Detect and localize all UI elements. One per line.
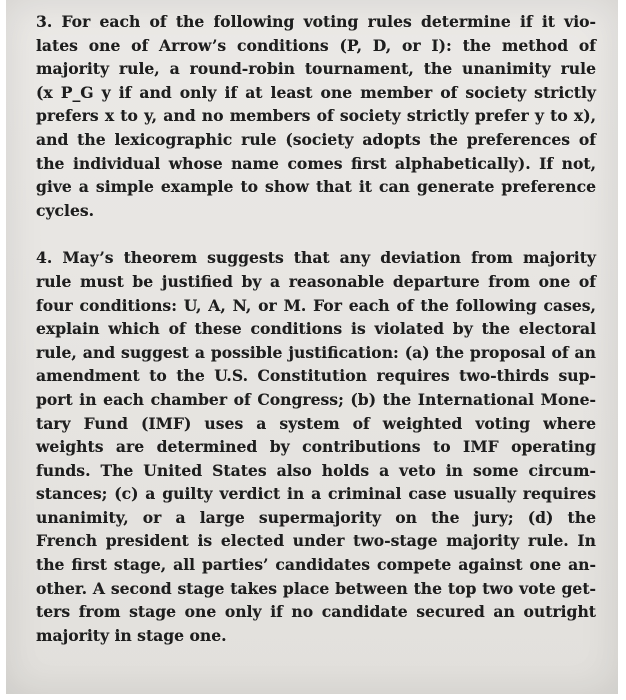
problem-4-line: ters from stage one only if no candidate secured an outright [36,602,596,622]
problem-3-line: lates one of Arrow’s conditions (P, D, or I): the method of [36,35,596,55]
problem-4-line: unanimity, or a large supermajority on the jury; (d) the [36,507,596,527]
problem-4-line: weights are determined by contributions to IMF operating [36,437,596,457]
problem-4-line: stances; (c) a guilty verdict in a criminal case usually requires [36,484,596,504]
problem-4-line: amendment to the U.S. Constitution requires two-thirds sup- [36,366,596,386]
problem-4-line: rule, and suggest a possible justification: (a) the proposal of an [36,342,596,362]
problem-4 [36,246,596,647]
problem-4-line: the first stage, all parties’ candidates compete against one an- [36,555,596,575]
problem-3-line: and the lexicographic rule (society adopts the preferences of [36,129,596,149]
problem-4-line: tary Fund (IMF) uses a system of weighted voting where [36,413,596,433]
problem-3-line: cycles. [36,200,95,220]
problem-4-line: four conditions: U, A, N, or M. For each of the following cases, [36,295,596,315]
problem-4-line: other. A second stage takes place between the top two vote get- [36,578,596,598]
problem-3-line: give a simple example to show that it can generate preference [36,177,596,197]
text-page [36,10,596,647]
problem-3-line: the individual whose name comes first alphabetically). If not, [36,153,596,173]
problem-3 [36,10,596,222]
problem-3-line: 3. For each of the following voting rules determine if it vio- [36,12,596,31]
problem-3-line: majority rule, a round-robin tournament, the unanimity rule [36,59,596,79]
problem-4-line: rule must be justified by a reasonable departure from one of [36,271,596,291]
problem-3-line: prefers x to y, and no members of society strictly prefer y to x), [36,106,596,126]
problem-4-line: 4. May’s theorem suggests that any deviation from majority [36,248,596,268]
problem-4-line: funds. The United States also holds a veto in some circum- [36,460,596,480]
page-photo [6,0,618,694]
paragraph-gap [36,222,596,246]
problem-4-line: explain which of these conditions is violated by the electoral [36,319,596,339]
problem-3-line: (x P_G y if and only if at least one member of society strictly [36,82,596,102]
problem-4-line: majority in stage one. [36,625,227,645]
problem-4-line: French president is elected under two-stage majority rule. In [36,531,596,551]
problem-4-line: port in each chamber of Congress; (b) the International Mone- [36,389,596,409]
